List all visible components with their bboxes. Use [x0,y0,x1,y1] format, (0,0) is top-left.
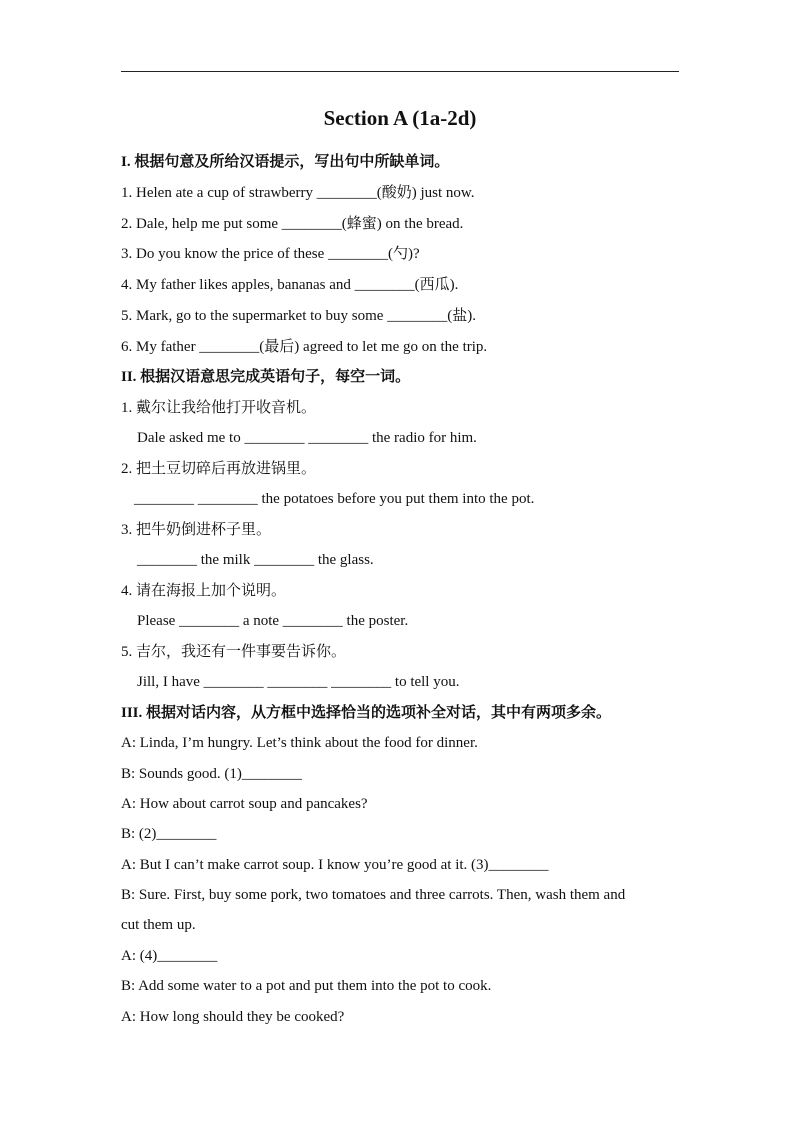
section-2-chinese-prompt: 2. 把土豆切碎后再放进锅里。 [121,461,317,477]
section-1-item: 2. Dale, help me put some ________(蜂蜜) on the bread. [121,216,464,232]
dialogue-line: A: How long should they be cooked? [121,1009,345,1025]
section-2-english-sentence: ________ the milk ________ the glass. [137,552,374,568]
dialogue-line: B: Sure. First, buy some pork, two tomatoes and three carrots. Then, wash them and [121,887,626,903]
section-1-item: 6. My father ________(最后) agreed to let me go on the trip. [121,339,488,355]
dialogue-line: A: But I can’t make carrot soup. I know you’re good at it. (3)________ [121,857,549,873]
section-1-item: 1. Helen ate a cup of strawberry ________(酸奶) just now. [121,185,475,201]
top-rule [121,71,679,72]
section-3-heading: III. 根据对话内容，从方框中选择恰当的选项补全对话，其中有两项多余。 [121,705,612,721]
section-2-english-sentence: Please ________ a note ________ the poster. [137,613,409,629]
section-2-english-sentence: ________ ________ the potatoes before you put them into the pot. [134,491,535,507]
page-title: Section A (1a-2d) [323,106,477,130]
dialogue-line: B: Add some water to a pot and put them into the pot to cook. [121,978,492,994]
section-1-item: 4. My father likes apples, bananas and ________(西瓜). [121,277,459,293]
dialogue-line: A: (4)________ [121,948,218,964]
dialogue-line: cut them up. [121,917,196,933]
section-2-chinese-prompt: 1. 戴尔让我给他打开收音机。 [121,400,317,416]
dialogue-line: B: (2)________ [121,826,217,842]
section-1-item: 3. Do you know the price of these ________(勺)? [121,246,420,262]
section-1-item: 5. Mark, go to the supermarket to buy some ________(盐). [121,308,476,324]
section-2-heading: II. 根据汉语意思完成英语句子，每空一词。 [121,369,411,385]
dialogue-line: A: Linda, I’m hungry. Let’s think about the food for dinner. [121,735,478,751]
dialogue-line: A: How about carrot soup and pancakes? [121,796,368,812]
dialogue-line: B: Sounds good. (1)________ [121,766,302,782]
section-2-chinese-prompt: 3. 把牛奶倒进杯子里。 [121,522,272,538]
section-1-heading: I. 根据句意及所给汉语提示，写出句中所缺单词。 [121,154,450,170]
section-2-chinese-prompt: 5. 吉尔，我还有一件事要告诉你。 [121,644,347,660]
section-2-english-sentence: Jill, I have ________ ________ ________ to tell you. [137,674,460,690]
section-2-english-sentence: Dale asked me to ________ ________ the radio for him. [137,430,477,446]
section-2-chinese-prompt: 4. 请在海报上加个说明。 [121,583,287,599]
